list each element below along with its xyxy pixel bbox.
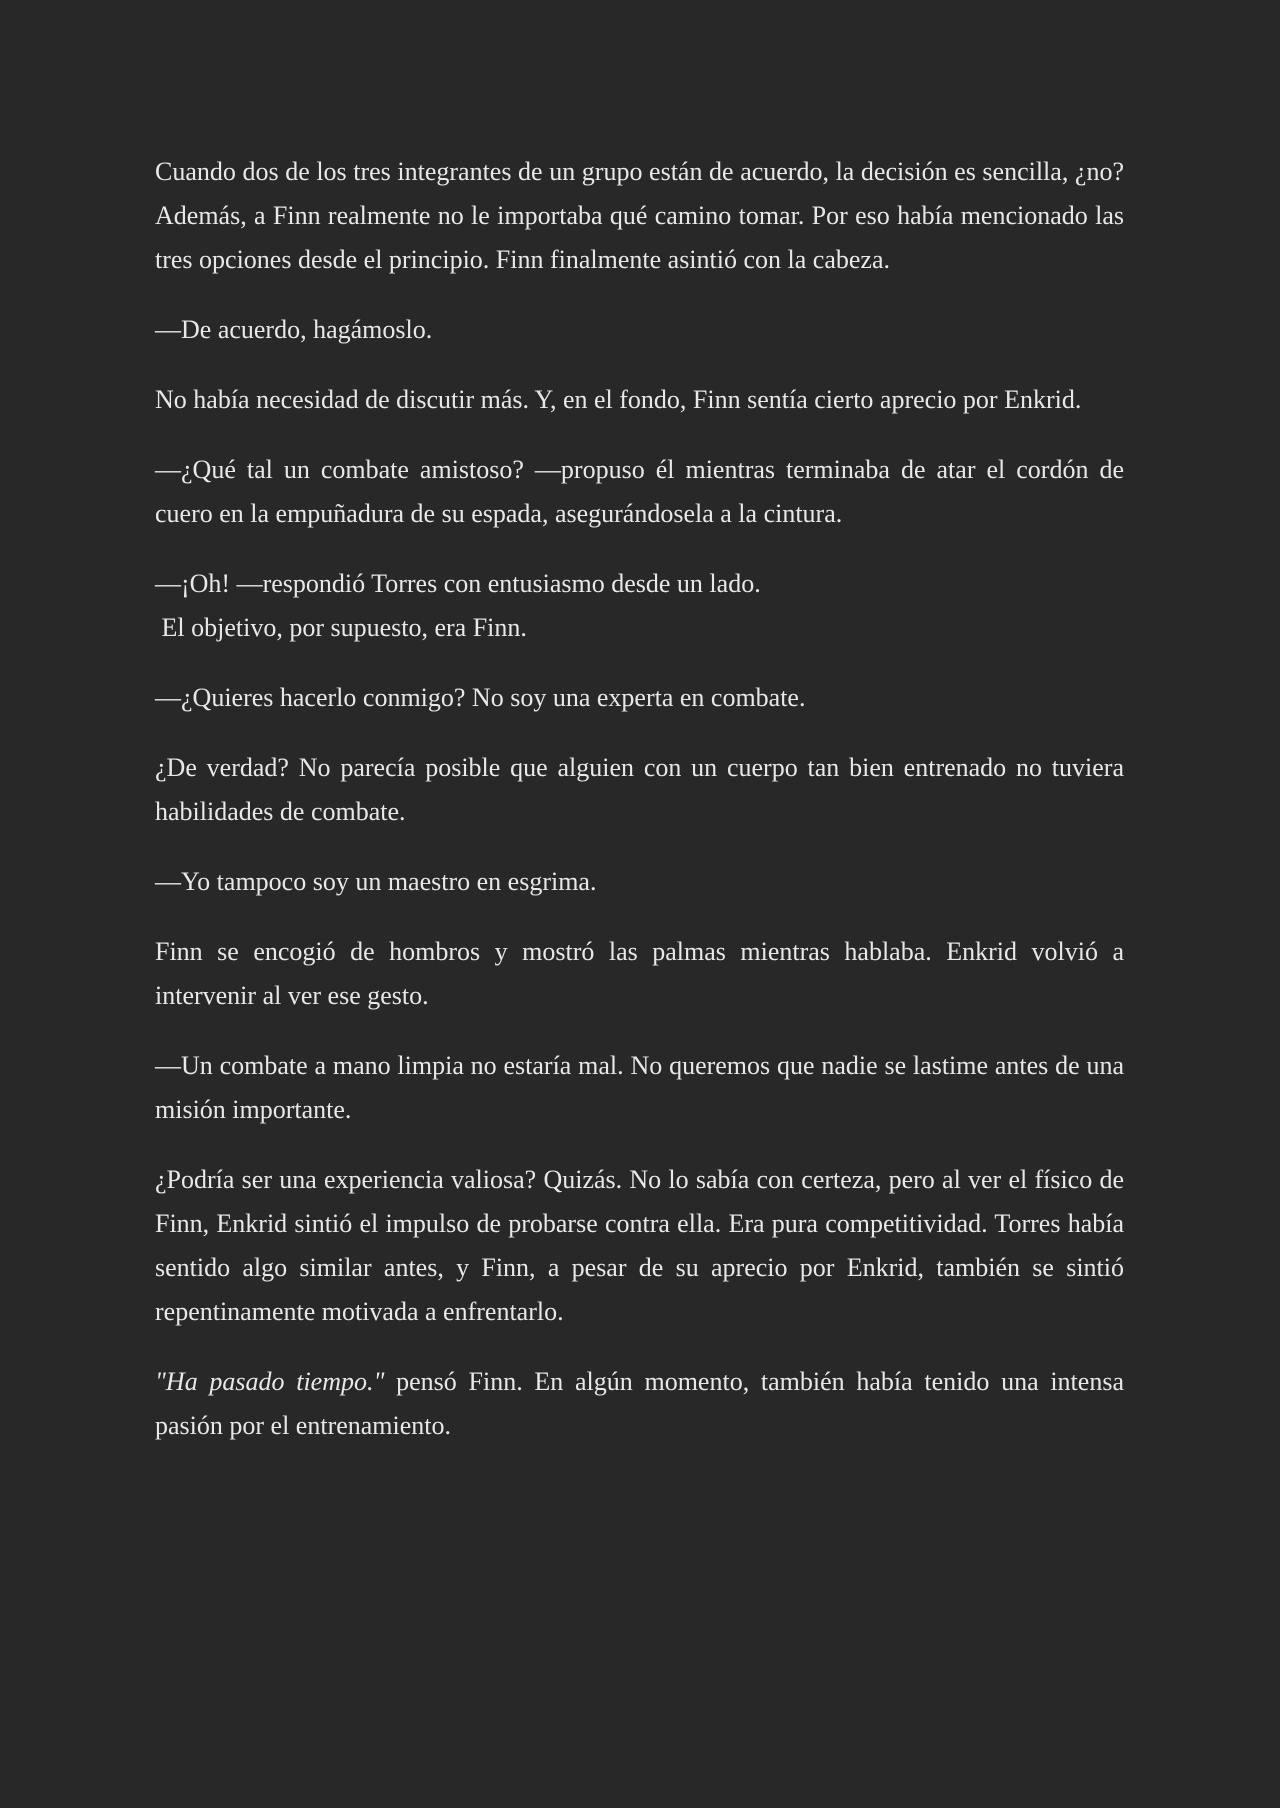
dialogue-line-text: —¡Oh! —respondió Torres con entusiasmo desde un lado.	[155, 569, 761, 598]
dialogue-line: —¿Quieres hacerlo conmigo? No soy una experta en combate.	[155, 683, 806, 712]
narration-line-text: El objetivo, por supuesto, era Finn.	[155, 613, 527, 642]
dialogue-line: —¿Qué tal un combate amistoso? —propuso él mientras terminaba de atar el cordón de cuero en la empuñadura de su espada, asegurándosela a la cintura.	[155, 455, 1124, 528]
paragraph: ¿Podría ser una experiencia valiosa? Quizás. No lo sabía con certeza, pero al ver el físico de Finn, Enkrid sintió el impulso de probarse contra ella. Era pura competitividad. Torres había sentido algo similar antes, y Finn, a pesar de su aprecio por Enkrid, también se sintió repentinamente motivada a enfrentarlo.	[155, 1165, 1124, 1326]
paragraph: ¿De verdad? No parecía posible que alguien con un cuerpo tan bien entrenado no tuviera habilidades de combate.	[155, 753, 1124, 826]
dialogue-line: —Yo tampoco soy un maestro en esgrima.	[155, 867, 597, 896]
paragraph-text: pensó Finn. En algún momento, también había tenido una intensa pasión por el entrenamiento.	[155, 1367, 1124, 1440]
inner-thought: "Ha pasado tiempo."	[155, 1367, 385, 1396]
document-body	[155, 150, 1124, 1474]
dialogue-line: —Un combate a mano limpia no estaría mal. No queremos que nadie se lastime antes de una misión importante.	[155, 1051, 1124, 1124]
paragraph: No había necesidad de discutir más. Y, en el fondo, Finn sentía cierto aprecio por Enkrid.	[155, 385, 1082, 414]
paragraph: Finn se encogió de hombros y mostró las palmas mientras hablaba. Enkrid volvió a intervenir al ver ese gesto.	[155, 937, 1124, 1010]
paragraph: Cuando dos de los tres integrantes de un grupo están de acuerdo, la decisión es sencilla, ¿no? Además, a Finn realmente no le importaba qué camino tomar. Por eso había mencionado las tres opciones desde el principio. Finn finalmente asintió con la cabeza.	[155, 157, 1124, 274]
paragraph	[155, 1360, 1124, 1448]
dialogue-line	[155, 562, 1124, 650]
dialogue-line: —De acuerdo, hagámoslo.	[155, 315, 433, 344]
